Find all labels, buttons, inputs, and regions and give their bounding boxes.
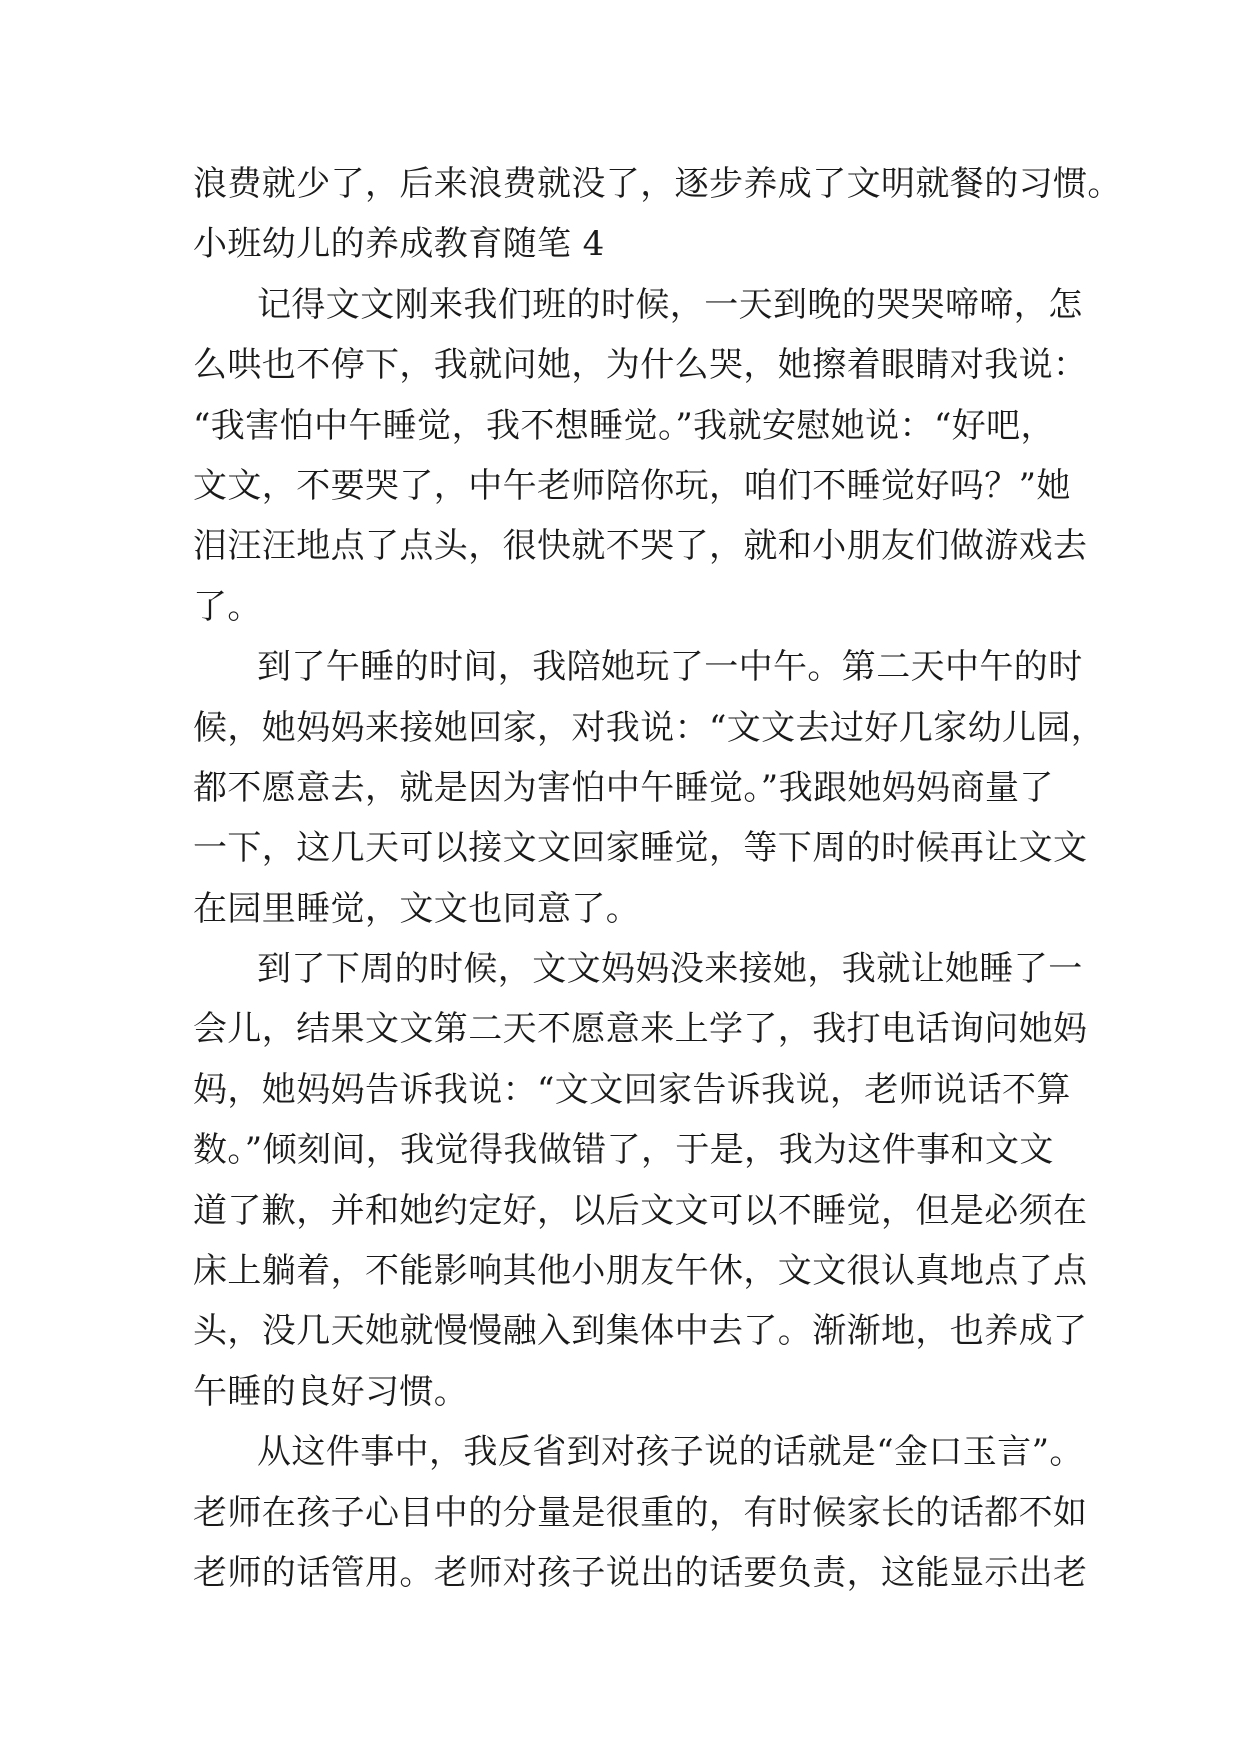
text-line: 一下，这几天可以接文文回家睡觉，等下周的时候再让文文	[193, 828, 1088, 869]
text-line: 老师在孩子心目中的分量是很重的，有时候家长的话都不如	[193, 1492, 1088, 1533]
text-line: 会儿，结果文文第二天不愿意来上学了，我打电话询问她妈	[193, 1009, 1088, 1050]
text-line: 了。	[193, 586, 262, 627]
paragraph-first-line: 从这件事中，我反省到对孩子说的话就是“金口玉言”。	[257, 1432, 1084, 1473]
text-line: 老师的话管用。老师对孩子说出的话要负责，这能显示出老	[193, 1552, 1088, 1593]
paragraph-first-line: 记得文文刚来我们班的时候，一天到晚的哭哭啼啼，怎	[257, 284, 1083, 325]
text-line: 午睡的良好习惯。	[193, 1371, 469, 1412]
text-line: 文文，不要哭了，中午老师陪你玩，咱们不睡觉好吗？”她	[193, 465, 1071, 506]
text-line: “我害怕中午睡觉，我不想睡觉。”我就安慰她说：“好吧，	[193, 405, 1055, 446]
paragraph-first-line: 到了下周的时候，文文妈妈没来接她，我就让她睡了一	[257, 949, 1083, 990]
text-line: 在园里睡觉，文文也同意了。	[193, 888, 641, 929]
text-line: 么哄也不停下，我就问她，为什么哭，她擦着眼睛对我说：	[193, 345, 1088, 386]
text-line: 泪汪汪地点了点头，很快就不哭了，就和小朋友们做游戏去	[193, 526, 1088, 567]
text-line: 都不愿意去，就是因为害怕中午睡觉。”我跟她妈妈商量了	[193, 767, 1054, 808]
text-line: 数。”倾刻间，我觉得我做错了，于是，我为这件事和文文	[193, 1130, 1054, 1171]
paragraph-first-line: 到了午睡的时间，我陪她玩了一中午。第二天中午的时	[257, 647, 1083, 688]
text-line: 浪费就少了，后来浪费就没了，逐步养成了文明就餐的习惯。	[193, 164, 1122, 204]
text-line: 道了歉，并和她约定好，以后文文可以不睡觉，但是必须在	[193, 1190, 1088, 1231]
text-line: 床上躺着，不能影响其他小朋友午休，文文很认真地点了点	[193, 1251, 1088, 1292]
text-line: 头，没几天她就慢慢融入到集体中去了。渐渐地，也养成了	[193, 1311, 1088, 1352]
text-line: 候，她妈妈来接她回家，对我说：“文文去过好几家幼儿园，	[193, 707, 1106, 748]
text-line: 妈，她妈妈告诉我说：“文文回家告诉我说，老师说话不算	[193, 1069, 1071, 1110]
section-heading: 小班幼儿的养成教育随笔 4	[193, 224, 605, 265]
document-body	[193, 154, 1122, 1603]
